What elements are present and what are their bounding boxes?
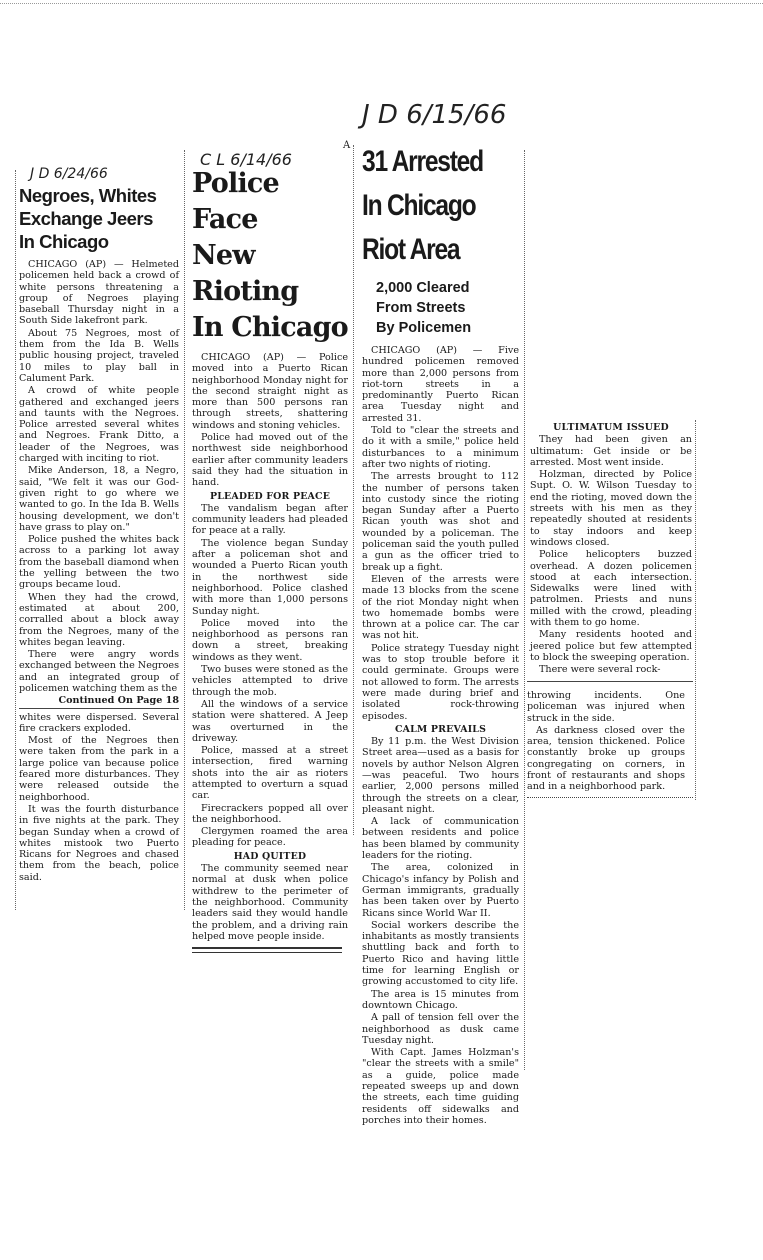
paragraph: Police, massed at a street intersection, fired warning shots into the air as rioters attempted to overturn a squad car. xyxy=(192,745,348,802)
paragraph: Two buses were stoned as the vehicles attempted to drive through the mob. xyxy=(192,664,348,698)
deck-line: By Policemen xyxy=(376,320,472,336)
paragraph: CHICAGO (AP) — Police moved into a Puerto Rican neighborhood Monday night for the second straight night as more than 500 persons ran through streets, shattering windows and stoning vehicles. xyxy=(192,352,348,431)
paragraph: Many residents hooted and jeered police but few attempted to block the sweeping operation. xyxy=(530,629,692,663)
headline-line: In Chicago xyxy=(19,231,109,252)
headline-line: Negroes, Whites xyxy=(19,185,157,206)
paragraph: The arrests brought to 112 the number of persons taken into custody since the rioting began Sunday after a Puerto Rican youth was shot and wounded by a policeman. The policeman said the youth pulled a gun as the officer tried to break up a fight. xyxy=(362,471,519,573)
paragraph: Police helicopters buzzed overhead. A dozen policemen stood at each intersection. Sidewalks were lined with patrolmen. Priests and nuns milled with the crowd, pleading with them to go home. xyxy=(530,549,692,629)
paragraph: Police strategy Tuesday night was to stop trouble before it could germinate. Groups were not allowed to form. The arrests were made during brief and isolated rock-throwing episodes. xyxy=(362,642,519,722)
date-annotation-middle: C L 6/14/66 xyxy=(200,150,292,169)
paragraph: By 11 p.m. the West Division Street area—used as a basis for novels by author Nelson Algren —was peaceful. Two hours earlier, 2,000 persons milled through the streets on a clear, pleasant night. xyxy=(362,736,519,815)
headline-line: New Rioting xyxy=(192,240,299,307)
divider xyxy=(527,797,693,798)
paragraph: The violence began Sunday after a policeman shot and wounded a Puerto Rican youth in the northwest side neighborhood. Police clashed with more than 1,000 persons Sunday night. xyxy=(192,537,348,617)
headline-line: In Chicago xyxy=(192,312,348,343)
headline-line: In Chicago xyxy=(362,189,476,222)
subheading: PLEADED FOR PEACE xyxy=(209,490,331,502)
divider xyxy=(19,708,179,709)
article-headline xyxy=(362,140,491,272)
subheading: HAD QUITED xyxy=(233,850,307,862)
paragraph: Eleven of the arrests were made 13 blocks from the scene of the riot Monday night when two homemade bombs were thrown at a police car. The car was not hit. xyxy=(362,573,519,642)
column-rule xyxy=(524,150,525,1070)
paragraph: They had been given an ultimatum: Get inside or be arrested. Most went inside. xyxy=(530,434,692,468)
paragraph: Police moved into the neighborhood as persons ran down a street, breaking windows as they went. xyxy=(192,617,348,663)
article-deck xyxy=(362,278,519,338)
headline-line: 31 Arrested xyxy=(362,145,483,178)
paragraph: A pall of tension fell over the neighborhood as dusk came Tuesday night. xyxy=(362,1012,519,1046)
column-rule xyxy=(15,170,16,910)
article-31-arrested-tail xyxy=(527,690,685,794)
paragraph: A lack of communication between residents and police has been blamed by community leaders for the rioting. xyxy=(362,816,519,862)
paragraph: CHICAGO (AP) — Five hundred policemen removed more than 2,000 persons from riot-torn streets in a predominantly Puerto Rican area Tuesday night and arrested 31. xyxy=(362,345,519,424)
paragraph: Told to "clear the streets and do it with a smile," police held disturbances to a minimum after two nights of rioting. xyxy=(362,425,519,470)
paragraph: Police pushed the whites back across to a parking lot away from the baseball diamond when the yelling between the two groups became loud. xyxy=(19,534,179,591)
divider xyxy=(527,681,693,682)
article-31-arrested-continued xyxy=(530,420,692,677)
end-rule xyxy=(192,947,342,953)
paragraph: With Capt. James Holzman's "clear the streets with a smile" as a guide, police made repeated sweeps up and down the streets, each time guiding residents off sidewalks and porches into their homes. xyxy=(362,1047,519,1126)
article-31-arrested xyxy=(362,140,519,1127)
paragraph: Firecrackers popped all over the neighborhood. xyxy=(192,802,348,825)
column-rule xyxy=(353,145,354,835)
deck-line: From Streets xyxy=(376,300,466,316)
paragraph: When they had the crowd, estimated at about 200, corralled about a block away from the Negroes, many of the whites began leaving. xyxy=(19,591,179,648)
article-police-face-rioting xyxy=(192,166,348,953)
article-headline xyxy=(192,166,348,346)
paragraph: Most of the Negroes then were taken from the park in a large police van because police feared more disturbances. They were released outside the neighborhood. xyxy=(19,735,179,803)
paragraph: The community seemed near normal at dusk when police withdrew to the perimeter of the neighborhood. Community leaders said they would handle the problem, and a driving rain helped move people inside. xyxy=(192,863,348,942)
subheading: ULTIMATUM ISSUED xyxy=(553,422,669,433)
paragraph: Mike Anderson, 18, a Negro, said, "We felt it was our God-given right to go where we wanted to go. In the Ida B. Wells housing development, we don't have grass to play on." xyxy=(19,465,179,533)
paragraph: The area is 15 minutes from downtown Chicago. xyxy=(362,988,519,1011)
paragraph: throwing incidents. One policeman was injured when struck in the side. xyxy=(527,690,685,724)
paragraph: It was the fourth disturbance in five nights at the park. They began Sunday when a crowd of whites mistook two Puerto Ricans for Negroes and chased them from the beach, police said. xyxy=(19,803,179,883)
headline-line: Police Face xyxy=(192,168,279,235)
column-rule xyxy=(184,150,185,910)
paragraph: Police had moved out of the northwest side neighborhood earlier after community leaders said they had the situation in hand. xyxy=(192,432,348,489)
paragraph: whites were dispersed. Several fire crackers exploded. xyxy=(19,711,179,734)
deck-line: 2,000 Cleared xyxy=(376,280,470,296)
article-headline xyxy=(19,184,179,253)
paragraph: Holzman, directed by Police Supt. O. W. Wilson Tuesday to end the rioting, moved down the streets with his men as they repeatedly shouted at residents to stay indoors and keep windows closed. xyxy=(530,469,692,548)
article-negroes-whites xyxy=(19,184,179,884)
paragraph: The vandalism began after community leaders had pleaded for peace at a rally. xyxy=(192,502,348,537)
paragraph: A crowd of white people gathered and exchanged jeers and taunts with the Negroes. Police arrested several whites and Negroes. Frank Ditto, a leader of the Negroes, was charged with inciting to riot. xyxy=(19,385,179,465)
paragraph: Clergymen roamed the area pleading for peace. xyxy=(192,826,348,849)
paragraph: The area, colonized in Chicago's infancy by Polish and German immigrants, gradually has been taken over by Puerto Ricans since World War II. xyxy=(362,862,519,919)
paragraph: About 75 Negroes, most of them from the Ida B. Wells public housing project, traveled 10 miles to play ball in Calument Park. xyxy=(19,327,179,384)
date-annotation-right: J D 6/15/66 xyxy=(362,100,507,130)
page-marker: A xyxy=(343,140,351,151)
top-border xyxy=(0,3,763,4)
paragraph: CHICAGO (AP) — Helmeted policemen held back a crowd of white persons threatening a group of Negroes playing baseball Thursday night in a South Side lakefront park. xyxy=(19,259,179,327)
column-rule xyxy=(695,420,696,800)
paragraph: Social workers describe the inhabitants as mostly transients shuttling back and forth to Puerto Rico and having little time for learning English or growing accustomed to city life. xyxy=(362,919,519,988)
subheading: CALM PREVAILS xyxy=(394,723,487,735)
paragraph: All the windows of a service station were shattered. A Jeep was overturned in the driveway. xyxy=(192,698,348,744)
paragraph: There were angry words exchanged between the Negroes and an integrated group of policemen watching them as the xyxy=(19,649,179,694)
headline-line: Exchange Jeers xyxy=(19,208,153,229)
date-annotation-left: J D 6/24/66 xyxy=(30,166,108,182)
paragraph: As darkness closed over the area, tension thickened. Police constantly broke up groups congregating on corners, in front of restaurants and shops and in a neighborhood park. xyxy=(527,724,685,793)
paragraph: There were several rock- xyxy=(539,664,661,676)
headline-line: Riot Area xyxy=(362,233,460,266)
continued-on-page: Continued On Page 18 xyxy=(58,695,179,707)
